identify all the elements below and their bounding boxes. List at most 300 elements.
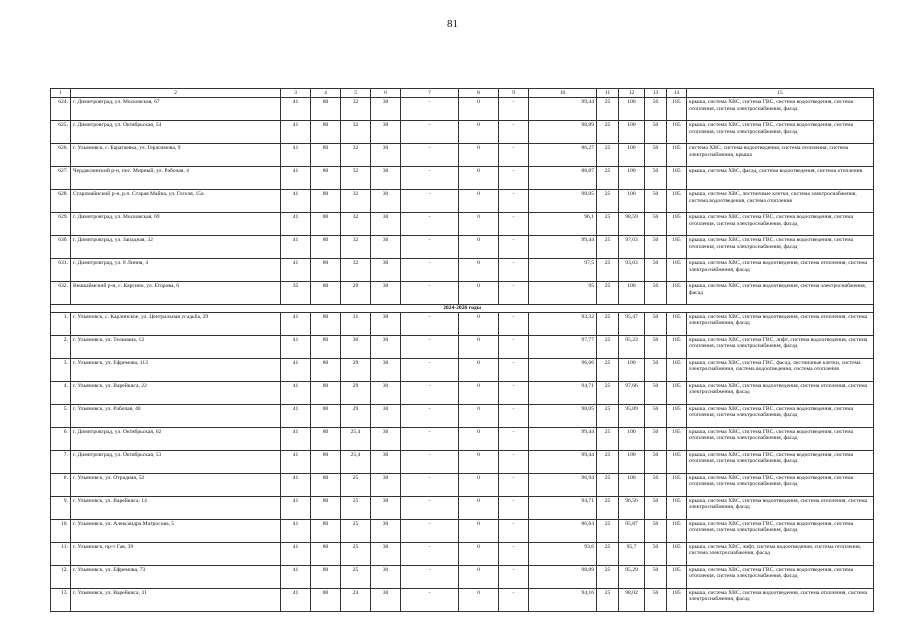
col-9: - [499,519,529,542]
col-9: - [499,496,529,519]
column-number-row [51,89,874,98]
col-8: 0 [459,450,499,473]
address: г. Димитровград, ул. Октябрьская, 62 [71,427,281,450]
col-9: - [499,282,529,305]
row-number: 7. [51,450,71,473]
column-number: 10 [529,89,597,98]
col-14: 185 [667,236,687,259]
col-4: 80 [311,519,341,542]
col-7: - [401,358,459,381]
col-5: 32 [341,190,371,213]
table-row [51,381,874,404]
address: г. Ульяновск, ул. Тельмана, 12 [71,335,281,358]
row-number: 628. [51,190,71,213]
col-14: 185 [667,259,687,282]
col-11: 25 [597,427,619,450]
column-number: 6 [371,89,401,98]
address: Старомайнский р-н, р.п. Старая Майна, ул. Гоголя, 15а [71,190,281,213]
col-9: - [499,144,529,167]
col-3: 41 [281,312,311,335]
repair-works: крыша, система ХВС, система ГВС, система водоотведения, система отопления, система электроснабжения, фасад [687,213,874,236]
col-7: - [401,404,459,427]
col-8: 0 [459,335,499,358]
col-4: 80 [311,167,341,190]
col-14: 185 [667,98,687,121]
repair-works: крыша, система ХВС, лестничные клетки, система электроснабжения, система водоотведения, система отопления [687,190,874,213]
column-number: 12 [619,89,645,98]
row-number: 629. [51,213,71,236]
col-13: 50 [645,542,667,565]
table-row [51,473,874,496]
col-3: 41 [281,259,311,282]
col-3: 41 [281,335,311,358]
col-9: - [499,98,529,121]
col-3: 41 [281,213,311,236]
table-body [51,98,874,611]
col-8: 0 [459,427,499,450]
repair-works: крыша, система ХВС, система ГВС, система водоотведения, система отопления, система электроснабжения, фасад [687,236,874,259]
col-14: 185 [667,167,687,190]
col-10: 97,5 [529,259,597,282]
col-8: 0 [459,312,499,335]
column-number: 4 [311,89,341,98]
col-9: - [499,335,529,358]
col-7: - [401,167,459,190]
col-12: 100 [619,98,645,121]
col-14: 185 [667,519,687,542]
col-11: 25 [597,259,619,282]
col-6: 30 [371,404,401,427]
col-11: 25 [597,98,619,121]
col-7: - [401,144,459,167]
col-6: 30 [371,381,401,404]
col-14: 185 [667,190,687,213]
col-9: - [499,588,529,611]
col-6: 30 [371,259,401,282]
col-10: 97,77 [529,335,597,358]
col-12: 95,87 [619,519,645,542]
col-7: - [401,519,459,542]
address: г. Димитровград, ул. Московская, 69 [71,213,281,236]
col-6: 30 [371,335,401,358]
address: г. Ульяновск, пр-т Гая, 39 [71,542,281,565]
col-10: 98,05 [529,190,597,213]
col-8: 0 [459,98,499,121]
col-12: 95,7 [619,542,645,565]
col-4: 80 [311,236,341,259]
col-10: 93,6 [529,542,597,565]
col-13: 50 [645,335,667,358]
col-3: 41 [281,381,311,404]
address: г. Ульяновск, ул. Отрадная, 52 [71,473,281,496]
col-6: 30 [371,358,401,381]
col-10: 94,71 [529,496,597,519]
col-5: 24 [341,588,371,611]
col-8: 0 [459,167,499,190]
table-row [51,312,874,335]
col-8: 0 [459,259,499,282]
col-3: 35 [281,282,311,305]
col-5: 32 [341,213,371,236]
col-11: 25 [597,381,619,404]
col-3: 41 [281,473,311,496]
col-8: 0 [459,565,499,588]
table-row [51,496,874,519]
col-4: 80 [311,565,341,588]
col-13: 50 [645,213,667,236]
group-title: 2024-2026 годы [51,305,874,312]
col-9: - [499,404,529,427]
col-10: 86,27 [529,144,597,167]
address: г. Ульяновск, ул. Варейкиса, 22 [71,381,281,404]
col-5: 25 [341,473,371,496]
address: г. Ульяновск, ул. Ефремова, 113 [71,358,281,381]
row-number: 12. [51,565,71,588]
col-10: 99,44 [529,450,597,473]
col-10: 98,89 [529,121,597,144]
repair-works: крыша, система ХВС, система ГВС, система водоотведения, система отопления, система электроснабжения, фасад [687,427,874,450]
col-11: 25 [597,450,619,473]
col-8: 0 [459,282,499,305]
page-number: 81 [447,18,458,30]
col-6: 30 [371,213,401,236]
col-5: 29 [341,282,371,305]
col-4: 80 [311,358,341,381]
col-10: 95 [529,282,597,305]
col-10: 99,44 [529,98,597,121]
column-number: 5 [341,89,371,98]
col-14: 185 [667,213,687,236]
column-number: 3 [281,89,311,98]
col-10: 99,44 [529,236,597,259]
col-6: 30 [371,565,401,588]
col-8: 0 [459,588,499,611]
col-13: 50 [645,190,667,213]
table-row [51,98,874,121]
address: г. Ульяновск, ул. Рабочая, 40 [71,404,281,427]
col-12: 100 [619,282,645,305]
table-row [51,358,874,381]
col-13: 50 [645,236,667,259]
col-3: 41 [281,144,311,167]
col-14: 185 [667,121,687,144]
col-14: 185 [667,427,687,450]
col-12: 100 [619,190,645,213]
col-3: 41 [281,565,311,588]
col-11: 25 [597,473,619,496]
row-number: 2. [51,335,71,358]
col-6: 30 [371,236,401,259]
col-9: - [499,473,529,496]
col-6: 30 [371,427,401,450]
col-13: 50 [645,404,667,427]
table-row [51,259,874,282]
col-9: - [499,190,529,213]
col-6: 30 [371,588,401,611]
col-3: 41 [281,496,311,519]
col-12: 95,23 [619,335,645,358]
col-11: 25 [597,404,619,427]
col-3: 41 [281,358,311,381]
col-11: 25 [597,167,619,190]
address: г. Ульяновск, ул. Варейкиса, 14 [71,496,281,519]
col-12: 100 [619,358,645,381]
col-7: - [401,473,459,496]
col-13: 50 [645,496,667,519]
repair-works: крыша, система ХВС, система ГВС, фасад, лестничные клетки, система электроснабжения, система водоотведения, система отопления [687,358,874,381]
col-9: - [499,312,529,335]
repair-works: крыша, система ХВС, система водоотведения, система отопления, система электроснабжения, фасад [687,496,874,519]
col-11: 25 [597,519,619,542]
address: г. Димитровград, ул. Московская, 67 [71,98,281,121]
col-7: - [401,542,459,565]
repair-works: крыша, система ХВС, система водоотведения, система электроснабжения, фасад [687,282,874,305]
col-12: 96,56 [619,496,645,519]
col-5: 32 [341,98,371,121]
col-13: 50 [645,588,667,611]
col-6: 30 [371,312,401,335]
table-row [51,565,874,588]
address: г. Димитровград, ул. Октябрьская, 53 [71,450,281,473]
repair-works: крыша, система ХВС, система водоотведения, система отопления, система электроснабжения, фасад [687,381,874,404]
col-11: 25 [597,121,619,144]
col-10: 93,32 [529,312,597,335]
col-14: 185 [667,496,687,519]
col-5: 32 [341,236,371,259]
col-8: 0 [459,381,499,404]
table-row [51,588,874,611]
table-row [51,519,874,542]
col-6: 30 [371,496,401,519]
table-row [51,335,874,358]
col-5: 25 [341,519,371,542]
col-9: - [499,381,529,404]
col-12: 95,47 [619,312,645,335]
row-number: 11. [51,542,71,565]
col-12: 97,66 [619,381,645,404]
row-number: 13. [51,588,71,611]
row-number: 10. [51,519,71,542]
col-10: 94,71 [529,381,597,404]
address: г. Димитровград, ул. Западная, 32 [71,236,281,259]
col-6: 30 [371,519,401,542]
col-4: 80 [311,404,341,427]
capital-repair-table [50,88,874,612]
column-number: 7 [401,89,459,98]
col-8: 0 [459,519,499,542]
col-9: - [499,167,529,190]
col-7: - [401,381,459,404]
col-7: - [401,98,459,121]
row-number: 630. [51,236,71,259]
row-number: 625. [51,121,71,144]
col-3: 41 [281,167,311,190]
col-14: 185 [667,381,687,404]
repair-works: крыша, система ХВС, система ГВС, система водоотведения, система отопления, система электроснабжения, фасад [687,473,874,496]
col-8: 0 [459,542,499,565]
repair-works: крыша, система ХВС, система водоотведения, система отопления, система электроснабжения, фасад [687,312,874,335]
row-number: 5. [51,404,71,427]
column-number: 14 [667,89,687,98]
table-row [51,542,874,565]
col-3: 41 [281,404,311,427]
col-13: 50 [645,427,667,450]
column-number: 9 [499,89,529,98]
row-number: 632. [51,282,71,305]
address: г. Ульяновск, ул. Ефремова, 73 [71,565,281,588]
col-4: 80 [311,450,341,473]
repair-works: крыша, система ХВС, система водоотведения, система отопления, система электроснабжения, фасад [687,588,874,611]
repair-works: крыша, система ХВС, лифт, система водоотведения, система отопления, система электроснабжения, фасад [687,542,874,565]
col-3: 41 [281,427,311,450]
col-13: 50 [645,98,667,121]
col-13: 50 [645,473,667,496]
col-11: 25 [597,213,619,236]
col-12: 100 [619,450,645,473]
col-9: - [499,565,529,588]
col-3: 41 [281,519,311,542]
col-10: 88,87 [529,167,597,190]
col-6: 30 [371,167,401,190]
col-12: 100 [619,473,645,496]
repair-works: крыша, система ХВС, система водоотведения, система отопления, система электроснабжения, фасад [687,259,874,282]
col-6: 30 [371,144,401,167]
address: г. Ульяновск, с. Баратаевка, ул. Герасимова, 9 [71,144,281,167]
col-7: - [401,259,459,282]
col-4: 80 [311,282,341,305]
col-10: 98,05 [529,404,597,427]
col-9: - [499,427,529,450]
col-12: 93,03 [619,259,645,282]
col-10: 94,16 [529,588,597,611]
repair-works: крыша, система ХВС, система ГВС, система водоотведения, система отопления, система электроснабжения, фасад [687,121,874,144]
col-10: 96,1 [529,213,597,236]
col-12: 97,63 [619,236,645,259]
col-14: 185 [667,588,687,611]
row-number: 8. [51,473,71,496]
column-number: 8 [459,89,499,98]
column-number: 2 [71,89,281,98]
col-11: 25 [597,588,619,611]
col-8: 0 [459,236,499,259]
col-8: 0 [459,144,499,167]
col-4: 80 [311,427,341,450]
col-14: 185 [667,404,687,427]
col-4: 80 [311,213,341,236]
col-11: 25 [597,312,619,335]
col-3: 41 [281,190,311,213]
col-11: 25 [597,565,619,588]
col-12: 95,29 [619,565,645,588]
col-5: 32 [341,121,371,144]
col-7: - [401,282,459,305]
col-10: 86,64 [529,519,597,542]
col-4: 80 [311,312,341,335]
address: г. Ульяновск, ул. Варейкиса, 31 [71,588,281,611]
col-7: - [401,213,459,236]
col-6: 30 [371,98,401,121]
col-3: 41 [281,121,311,144]
col-3: 41 [281,542,311,565]
table-row [51,236,874,259]
table-row [51,450,874,473]
repair-works: крыша, система ХВС, система ГВС, система водоотведения, система отопления, система электроснабжения, фасад [687,565,874,588]
col-7: - [401,450,459,473]
col-14: 185 [667,282,687,305]
col-5: 25,4 [341,427,371,450]
address: Вешкаймский р-н, с. Каргино, ул. Егорова, 6 [71,282,281,305]
address: г. Ульяновск, ул. Александра Матросова, 5 [71,519,281,542]
col-5: 29 [341,381,371,404]
col-7: - [401,335,459,358]
table-row [51,167,874,190]
col-14: 185 [667,565,687,588]
col-9: - [499,259,529,282]
address: г. Ульяновск, с. Карлинское, ул. Центральная усадьба, 29 [71,312,281,335]
col-9: - [499,542,529,565]
address: Чердаклинский р-н, пос. Мирный, ул. Рабочая, 4 [71,167,281,190]
table-header [51,89,874,98]
col-14: 185 [667,358,687,381]
col-6: 30 [371,450,401,473]
col-4: 80 [311,259,341,282]
col-10: 99,44 [529,427,597,450]
group-row [51,305,874,312]
repair-works: крыша, система ХВС, фасад, система водоотведения, система отопления [687,167,874,190]
table-row [51,190,874,213]
col-13: 50 [645,381,667,404]
table-row [51,121,874,144]
col-3: 41 [281,450,311,473]
table-row [51,282,874,305]
row-number: 1. [51,312,71,335]
col-11: 25 [597,496,619,519]
col-13: 50 [645,565,667,588]
col-5: 25 [341,565,371,588]
col-12: 100 [619,121,645,144]
col-13: 50 [645,519,667,542]
col-6: 30 [371,542,401,565]
column-number: 13 [645,89,667,98]
col-12: 100 [619,427,645,450]
col-14: 185 [667,542,687,565]
col-9: - [499,358,529,381]
row-number: 3. [51,358,71,381]
col-8: 0 [459,473,499,496]
col-7: - [401,190,459,213]
repair-works: крыша, система ХВС, система ГВС, лифт, система водоотведения, система отопления, система электроснабжения, фасад [687,335,874,358]
col-8: 0 [459,121,499,144]
col-6: 30 [371,190,401,213]
col-7: - [401,312,459,335]
repair-works: крыша, система ХВС, система ГВС, система водоотведения, система отопления, система электроснабжения, фасад [687,404,874,427]
row-number: 624. [51,98,71,121]
address: г. Димитровград, ул. 8 Линия, 4 [71,259,281,282]
col-13: 50 [645,121,667,144]
col-6: 30 [371,473,401,496]
col-11: 25 [597,144,619,167]
col-12: 100 [619,144,645,167]
col-8: 0 [459,496,499,519]
col-13: 50 [645,167,667,190]
col-9: - [499,121,529,144]
col-4: 80 [311,144,341,167]
col-4: 80 [311,190,341,213]
col-13: 50 [645,282,667,305]
table-row [51,213,874,236]
col-11: 25 [597,358,619,381]
col-7: - [401,565,459,588]
